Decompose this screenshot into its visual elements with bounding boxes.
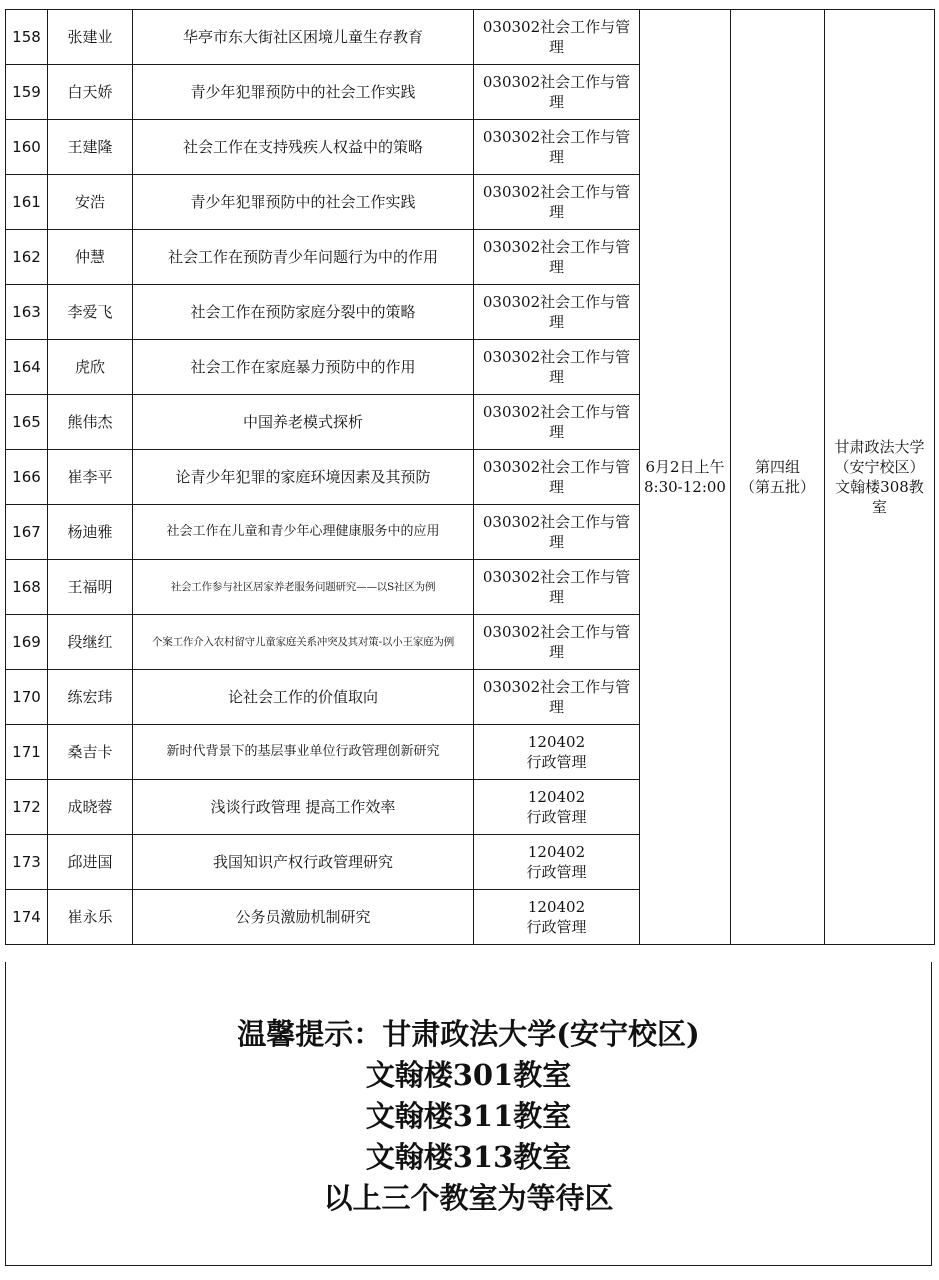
student-name: 崔永乐 [48,890,133,945]
row-number: 173 [6,835,48,890]
major-cell [474,230,640,285]
student-name: 仲慧 [48,230,133,285]
exam-date: 6月2日上午 [645,458,725,476]
major-code: 120402 [527,733,586,751]
major-name: 理 [548,478,564,496]
student-name: 段继红 [48,615,133,670]
major-cell [474,505,640,560]
row-number: 163 [6,285,48,340]
thesis-topic: 社会工作在预防家庭分裂中的策略 [133,285,474,340]
row-number: 158 [6,10,48,65]
major-cell [474,725,640,780]
row-number: 174 [6,890,48,945]
major-name: 理 [548,423,564,441]
thesis-topic: 论社会工作的价值取向 [133,670,474,725]
thesis-topic: 社会工作在儿童和青少年心理健康服务中的应用 [133,505,474,560]
thesis-topic: 社会工作在支持残疾人权益中的策略 [133,120,474,175]
row-number: 170 [6,670,48,725]
thesis-topic: 社会工作在预防青少年问题行为中的作用 [133,230,474,285]
thesis-topic: 浅谈行政管理 提高工作效率 [133,780,474,835]
student-name: 虎欣 [48,340,133,395]
major-code: 030302社会工作与管 [482,348,631,366]
major-code: 030302社会工作与管 [482,458,631,476]
major-code: 120402 [527,898,586,916]
location-cell [825,10,935,945]
row-number: 169 [6,615,48,670]
classroom-name: 文翰楼308教室 [835,478,924,516]
major-code: 030302社会工作与管 [482,238,631,256]
major-code: 030302社会工作与管 [482,293,631,311]
major-name: 行政管理 [526,808,587,826]
notice-box [5,962,932,1266]
thesis-topic: 华亭市东大街社区困境儿童生存教育 [133,10,474,65]
row-number: 168 [6,560,48,615]
row-number: 165 [6,395,48,450]
major-name: 行政管理 [526,863,587,881]
row-number: 161 [6,175,48,230]
university-name: 甘肃政法大学 [834,438,925,456]
thesis-topic: 新时代背景下的基层事业单位行政管理创新研究 [133,725,474,780]
row-number: 171 [6,725,48,780]
schedule-table [5,9,935,945]
thesis-topic: 社会工作在家庭暴力预防中的作用 [133,340,474,395]
major-name: 理 [548,368,564,386]
exam-time-cell [640,10,731,945]
major-code: 030302社会工作与管 [482,678,631,696]
batch-name: （第五批） [739,478,815,496]
major-cell [474,780,640,835]
major-cell [474,395,640,450]
student-name: 练宏玮 [48,670,133,725]
row-number: 167 [6,505,48,560]
major-code: 030302社会工作与管 [482,183,631,201]
major-code: 030302社会工作与管 [482,403,631,421]
row-number: 162 [6,230,48,285]
major-cell [474,615,640,670]
major-cell [474,175,640,230]
major-cell [474,285,640,340]
student-name: 王建隆 [48,120,133,175]
major-name: 行政管理 [526,753,587,771]
schedule-table-body [6,10,935,945]
student-name: 李爱飞 [48,285,133,340]
thesis-topic: 论青少年犯罪的家庭环境因素及其预防 [133,450,474,505]
thesis-topic: 中国养老模式探析 [133,395,474,450]
student-name: 邱进国 [48,835,133,890]
student-name: 安浩 [48,175,133,230]
group-cell [731,10,825,945]
major-name: 理 [548,258,564,276]
major-name: 理 [548,203,564,221]
major-code: 120402 [527,843,586,861]
group-name: 第四组 [754,458,800,476]
major-code: 120402 [527,788,586,806]
major-cell [474,10,640,65]
student-name: 王福明 [48,560,133,615]
major-code: 030302社会工作与管 [482,513,631,531]
campus-name: （安宁校区） [834,458,925,476]
notice-text [6,1014,931,1219]
thesis-topic: 我国知识产权行政管理研究 [133,835,474,890]
major-code: 030302社会工作与管 [482,568,631,586]
thesis-topic: 个案工作介入农村留守儿童家庭关系冲突及其对策-以小王家庭为例 [133,615,474,670]
row-number: 159 [6,65,48,120]
major-cell [474,890,640,945]
student-name: 杨迪雅 [48,505,133,560]
major-name: 理 [548,588,564,606]
major-name: 理 [548,93,564,111]
major-name: 理 [548,643,564,661]
major-name: 理 [548,38,564,56]
major-cell [474,450,640,505]
row-number: 164 [6,340,48,395]
major-cell [474,65,640,120]
notice-line-room-301: 文翰楼301教室 [365,1058,572,1092]
major-code: 030302社会工作与管 [482,623,631,641]
row-number: 160 [6,120,48,175]
student-name: 张建业 [48,10,133,65]
major-code: 030302社会工作与管 [482,18,631,36]
notice-line-waiting-area: 以上三个教室为等待区 [323,1181,614,1215]
student-name: 桑吉卡 [48,725,133,780]
major-cell [474,835,640,890]
thesis-topic: 社会工作参与社区居家养老服务问题研究——以S社区为例 [133,560,474,615]
major-name: 行政管理 [526,918,587,936]
notice-line-room-311: 文翰楼311教室 [365,1099,572,1133]
notice-line-room-313: 文翰楼313教室 [365,1140,572,1174]
exam-time: 8:30-12:00 [644,478,726,496]
major-name: 理 [548,698,564,716]
thesis-topic: 青少年犯罪预防中的社会工作实践 [133,175,474,230]
major-cell [474,340,640,395]
row-number: 172 [6,780,48,835]
student-name: 白天娇 [48,65,133,120]
table-row [6,10,935,65]
thesis-topic: 公务员激励机制研究 [133,890,474,945]
student-name: 成晓蓉 [48,780,133,835]
notice-line-title: 温馨提示：甘肃政法大学(安宁校区) [237,1017,700,1051]
major-name: 理 [548,148,564,166]
major-code: 030302社会工作与管 [482,73,631,91]
major-code: 030302社会工作与管 [482,128,631,146]
major-name: 理 [548,313,564,331]
row-number: 166 [6,450,48,505]
thesis-topic: 青少年犯罪预防中的社会工作实践 [133,65,474,120]
major-cell [474,560,640,615]
student-name: 熊伟杰 [48,395,133,450]
major-name: 理 [548,533,564,551]
student-name: 崔李平 [48,450,133,505]
major-cell [474,120,640,175]
major-cell [474,670,640,725]
